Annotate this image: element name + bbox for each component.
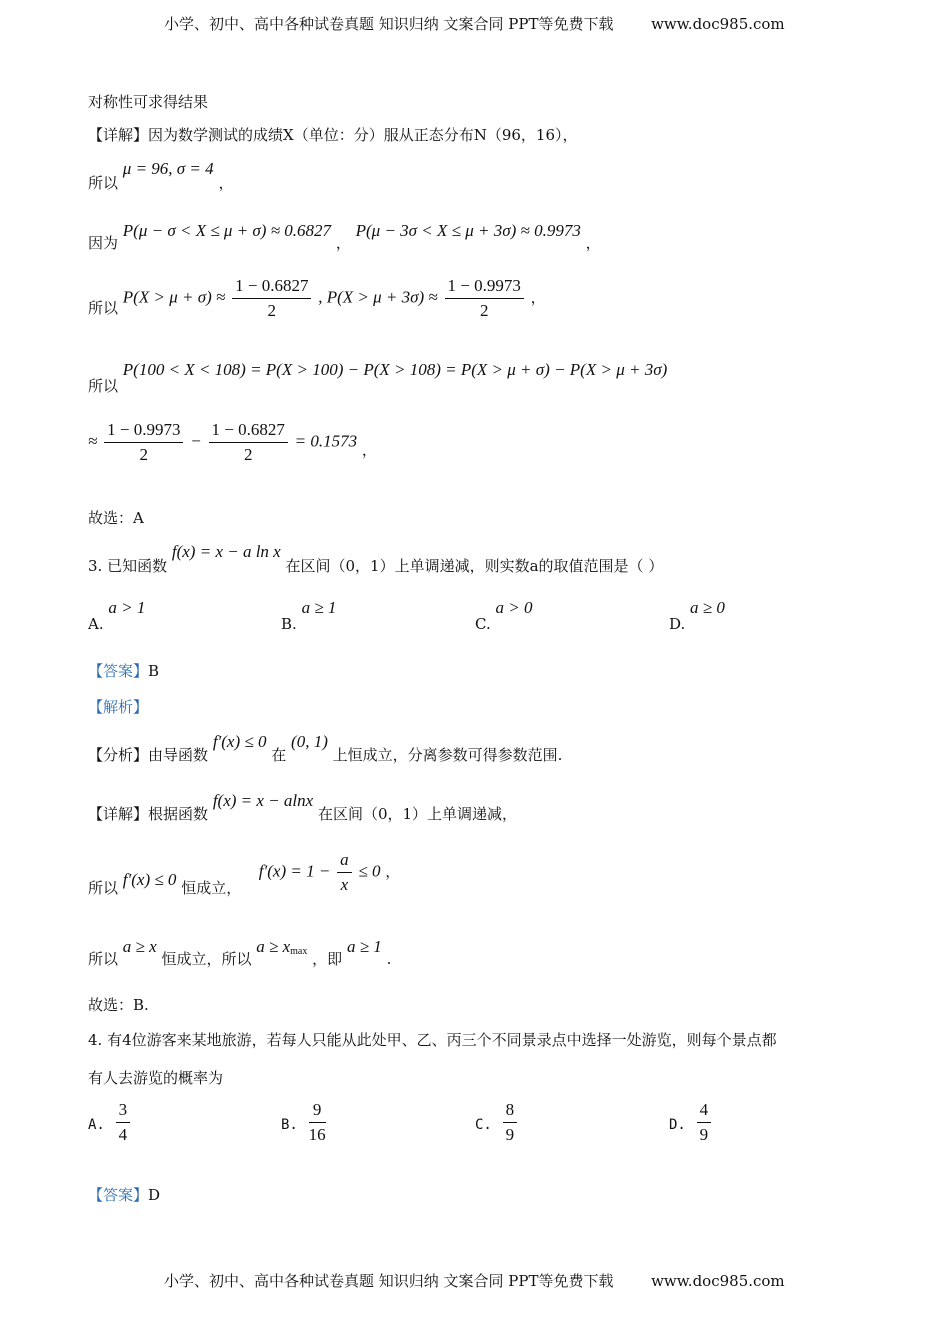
frac-num: a xyxy=(337,850,352,873)
q3-option-d xyxy=(669,598,725,633)
frac-num: 3 xyxy=(116,1100,131,1123)
q3-step1 xyxy=(88,850,400,895)
q3-fenxi xyxy=(88,731,563,764)
detail-text: 因为数学测试的成绩X（单位：分）服从正态分布N（96，16）， xyxy=(148,126,578,144)
option-letter: B. xyxy=(281,615,297,633)
fenxi-b: 在 xyxy=(271,746,287,764)
s2-prefix: 所以 xyxy=(88,950,119,968)
l2-math-a: P(μ − σ < X ≤ μ + σ) ≈ 0.6827 xyxy=(122,221,332,240)
option-letter: D. xyxy=(669,1116,686,1133)
frac-den: 9 xyxy=(699,1125,709,1144)
s1-math2-a: f′(x) = 1 − xyxy=(258,861,331,881)
q2-line0: 对称性可求得结果 xyxy=(88,93,209,111)
frac-num: 8 xyxy=(503,1100,518,1123)
s1-frac xyxy=(337,850,352,895)
s1-prefix: 所以 xyxy=(88,878,119,897)
detail-tag: 【详解】 xyxy=(88,805,149,823)
frac-den: 2 xyxy=(479,301,489,320)
detail-math: f(x) = x − alnx xyxy=(212,791,314,810)
option-letter: A. xyxy=(88,615,104,633)
option-letter: B. xyxy=(281,1116,298,1133)
answer-value: D xyxy=(148,1186,161,1204)
option-letter: C. xyxy=(475,1116,492,1133)
q4-option-c xyxy=(475,1100,519,1145)
frac-den: 2 xyxy=(243,445,253,464)
frac-num: 1 − 0.9973 xyxy=(104,420,183,443)
option-text: a ≥ 1 xyxy=(301,598,337,617)
option-frac xyxy=(309,1100,326,1145)
q4-option-a xyxy=(88,1100,132,1145)
l5-minus: − xyxy=(190,431,202,451)
q4-stem-line1: 4. 有4位游客来某地旅游，若每人只能从此处甲、乙、丙三个不同景录点中选择一处游览，则每个景点都 xyxy=(88,1031,777,1049)
q4-option-b xyxy=(281,1100,328,1145)
q3-stem-prefix: 3. 已知函数 xyxy=(88,557,168,575)
detail-b: 在区间（0，1）上单调递减， xyxy=(317,805,518,823)
q4-option-d xyxy=(669,1100,713,1145)
s1-math2-b: ≤ 0 xyxy=(358,861,381,881)
l2-sep: ， xyxy=(335,234,351,252)
q3-analysis-tag: 【解析】 xyxy=(88,698,149,716)
header-site: www.doc985.com xyxy=(651,15,785,33)
frac-den: 2 xyxy=(139,445,149,464)
q2-line3 xyxy=(88,276,546,321)
s2-math3: a ≥ 1 xyxy=(346,937,382,956)
option-text: a ≥ 0 xyxy=(690,598,725,617)
l1-prefix: 所以 xyxy=(88,174,119,192)
frac-num: 1 − 0.6827 xyxy=(209,420,288,443)
answer-value: B xyxy=(148,662,160,680)
s2-math1: a ≥ x xyxy=(122,937,157,956)
option-text: a > 1 xyxy=(108,598,146,617)
frac-num: 1 − 0.9973 xyxy=(445,276,524,299)
l4-math: P(100 < X < 108) = P(X > 100) − P(X > 108) = P(X > μ + σ) − P(X > μ + 3σ) xyxy=(122,360,668,379)
l3-frac2 xyxy=(445,276,524,321)
l5-frac1 xyxy=(104,420,183,465)
l5-frac2 xyxy=(209,420,288,465)
s2-mid2: ，即 xyxy=(312,950,343,968)
q3-option-a xyxy=(88,598,146,633)
q2-line2 xyxy=(88,220,601,252)
s2-suffix: . xyxy=(386,950,392,968)
frac-den: x xyxy=(340,875,349,894)
fenxi-tag: 【分析】 xyxy=(88,746,149,764)
l1-suffix: ， xyxy=(218,174,234,192)
s2-math2-main: a ≥ x xyxy=(256,937,291,956)
option-frac xyxy=(503,1100,518,1145)
option-letter: C. xyxy=(475,615,491,633)
fenxi-math2: (0, 1) xyxy=(291,732,328,751)
q2-choice: 故选：A xyxy=(88,509,144,527)
q3-choice: 故选：B. xyxy=(88,996,149,1014)
frac-num: 4 xyxy=(697,1100,712,1123)
fenxi-c: 上恒成立，分离参数可得参数范围. xyxy=(332,746,563,764)
q3-answer xyxy=(88,660,159,681)
frac-num: 9 xyxy=(309,1100,326,1123)
q3-stem xyxy=(88,541,664,575)
option-frac xyxy=(116,1100,131,1145)
l5-result: = 0.1573 xyxy=(294,431,358,451)
l5-suffix: ， xyxy=(361,440,377,459)
q4-answer xyxy=(88,1184,160,1205)
l5-approx: ≈ xyxy=(88,431,98,451)
frac-den: 9 xyxy=(505,1125,515,1144)
answer-tag: 【答案】 xyxy=(88,1186,149,1204)
q3-detail xyxy=(88,790,518,823)
footer-text: 小学、初中、高中各种试卷真题 知识归纳 文案合同 PPT等免费下载 xyxy=(164,1272,614,1290)
l4-prefix: 所以 xyxy=(88,377,119,395)
option-letter: D. xyxy=(669,615,686,633)
l3-frac1 xyxy=(232,276,311,321)
s1-mid: 恒成立， xyxy=(181,878,242,897)
q3-step2 xyxy=(88,936,392,968)
fenxi-math1: f′(x) ≤ 0 xyxy=(212,732,267,751)
q3-option-b xyxy=(281,598,337,633)
s1-math: f′(x) ≤ 0 xyxy=(122,869,177,889)
footer-site: www.doc985.com xyxy=(651,1272,785,1290)
q3-option-c xyxy=(475,598,533,633)
option-frac xyxy=(697,1100,712,1145)
frac-den: 16 xyxy=(308,1125,326,1144)
q2-detail xyxy=(88,124,578,145)
detail-tag: 【详解】 xyxy=(88,126,149,144)
s2-math2-sub: max xyxy=(290,946,308,957)
s2-mid: 恒成立，所以 xyxy=(161,950,252,968)
frac-den: 2 xyxy=(267,301,277,320)
page-header xyxy=(164,13,785,34)
q2-line5 xyxy=(88,420,377,465)
q4-stem-line2: 有人去游览的概率为 xyxy=(88,1069,224,1087)
q2-line4 xyxy=(88,359,668,395)
header-text: 小学、初中、高中各种试卷真题 知识归纳 文案合同 PPT等免费下载 xyxy=(164,15,614,33)
l3-suffix: ， xyxy=(530,288,546,307)
s2-math2 xyxy=(256,937,307,956)
l2-suffix: ， xyxy=(585,234,601,252)
l3-b: , P(X > μ + 3σ) ≈ xyxy=(318,287,438,307)
q3-stem-math: f(x) = x − a ln x xyxy=(171,542,281,561)
detail-a: 根据函数 xyxy=(148,805,209,823)
answer-tag: 【答案】 xyxy=(88,662,149,680)
l2-math-b: P(μ − 3σ < X ≤ μ + 3σ) ≈ 0.9973 xyxy=(355,221,581,240)
q3-stem-suffix: 在区间（0，1）上单调递减，则实数a的取值范围是（ ） xyxy=(285,557,664,575)
frac-den: 4 xyxy=(118,1125,128,1144)
l1-math: μ = 96, σ = 4 xyxy=(122,159,214,178)
option-letter: A. xyxy=(88,1116,105,1133)
frac-num: 1 − 0.6827 xyxy=(232,276,311,299)
fenxi-a: 由导函数 xyxy=(148,746,209,764)
l2-prefix: 因为 xyxy=(88,234,119,252)
option-text: a > 0 xyxy=(495,598,533,617)
l3-a: P(X > μ + σ) ≈ xyxy=(122,287,226,307)
q2-line1 xyxy=(88,158,234,192)
page-footer xyxy=(164,1270,785,1291)
l3-prefix: 所以 xyxy=(88,298,119,317)
s1-suffix: ， xyxy=(385,862,401,881)
